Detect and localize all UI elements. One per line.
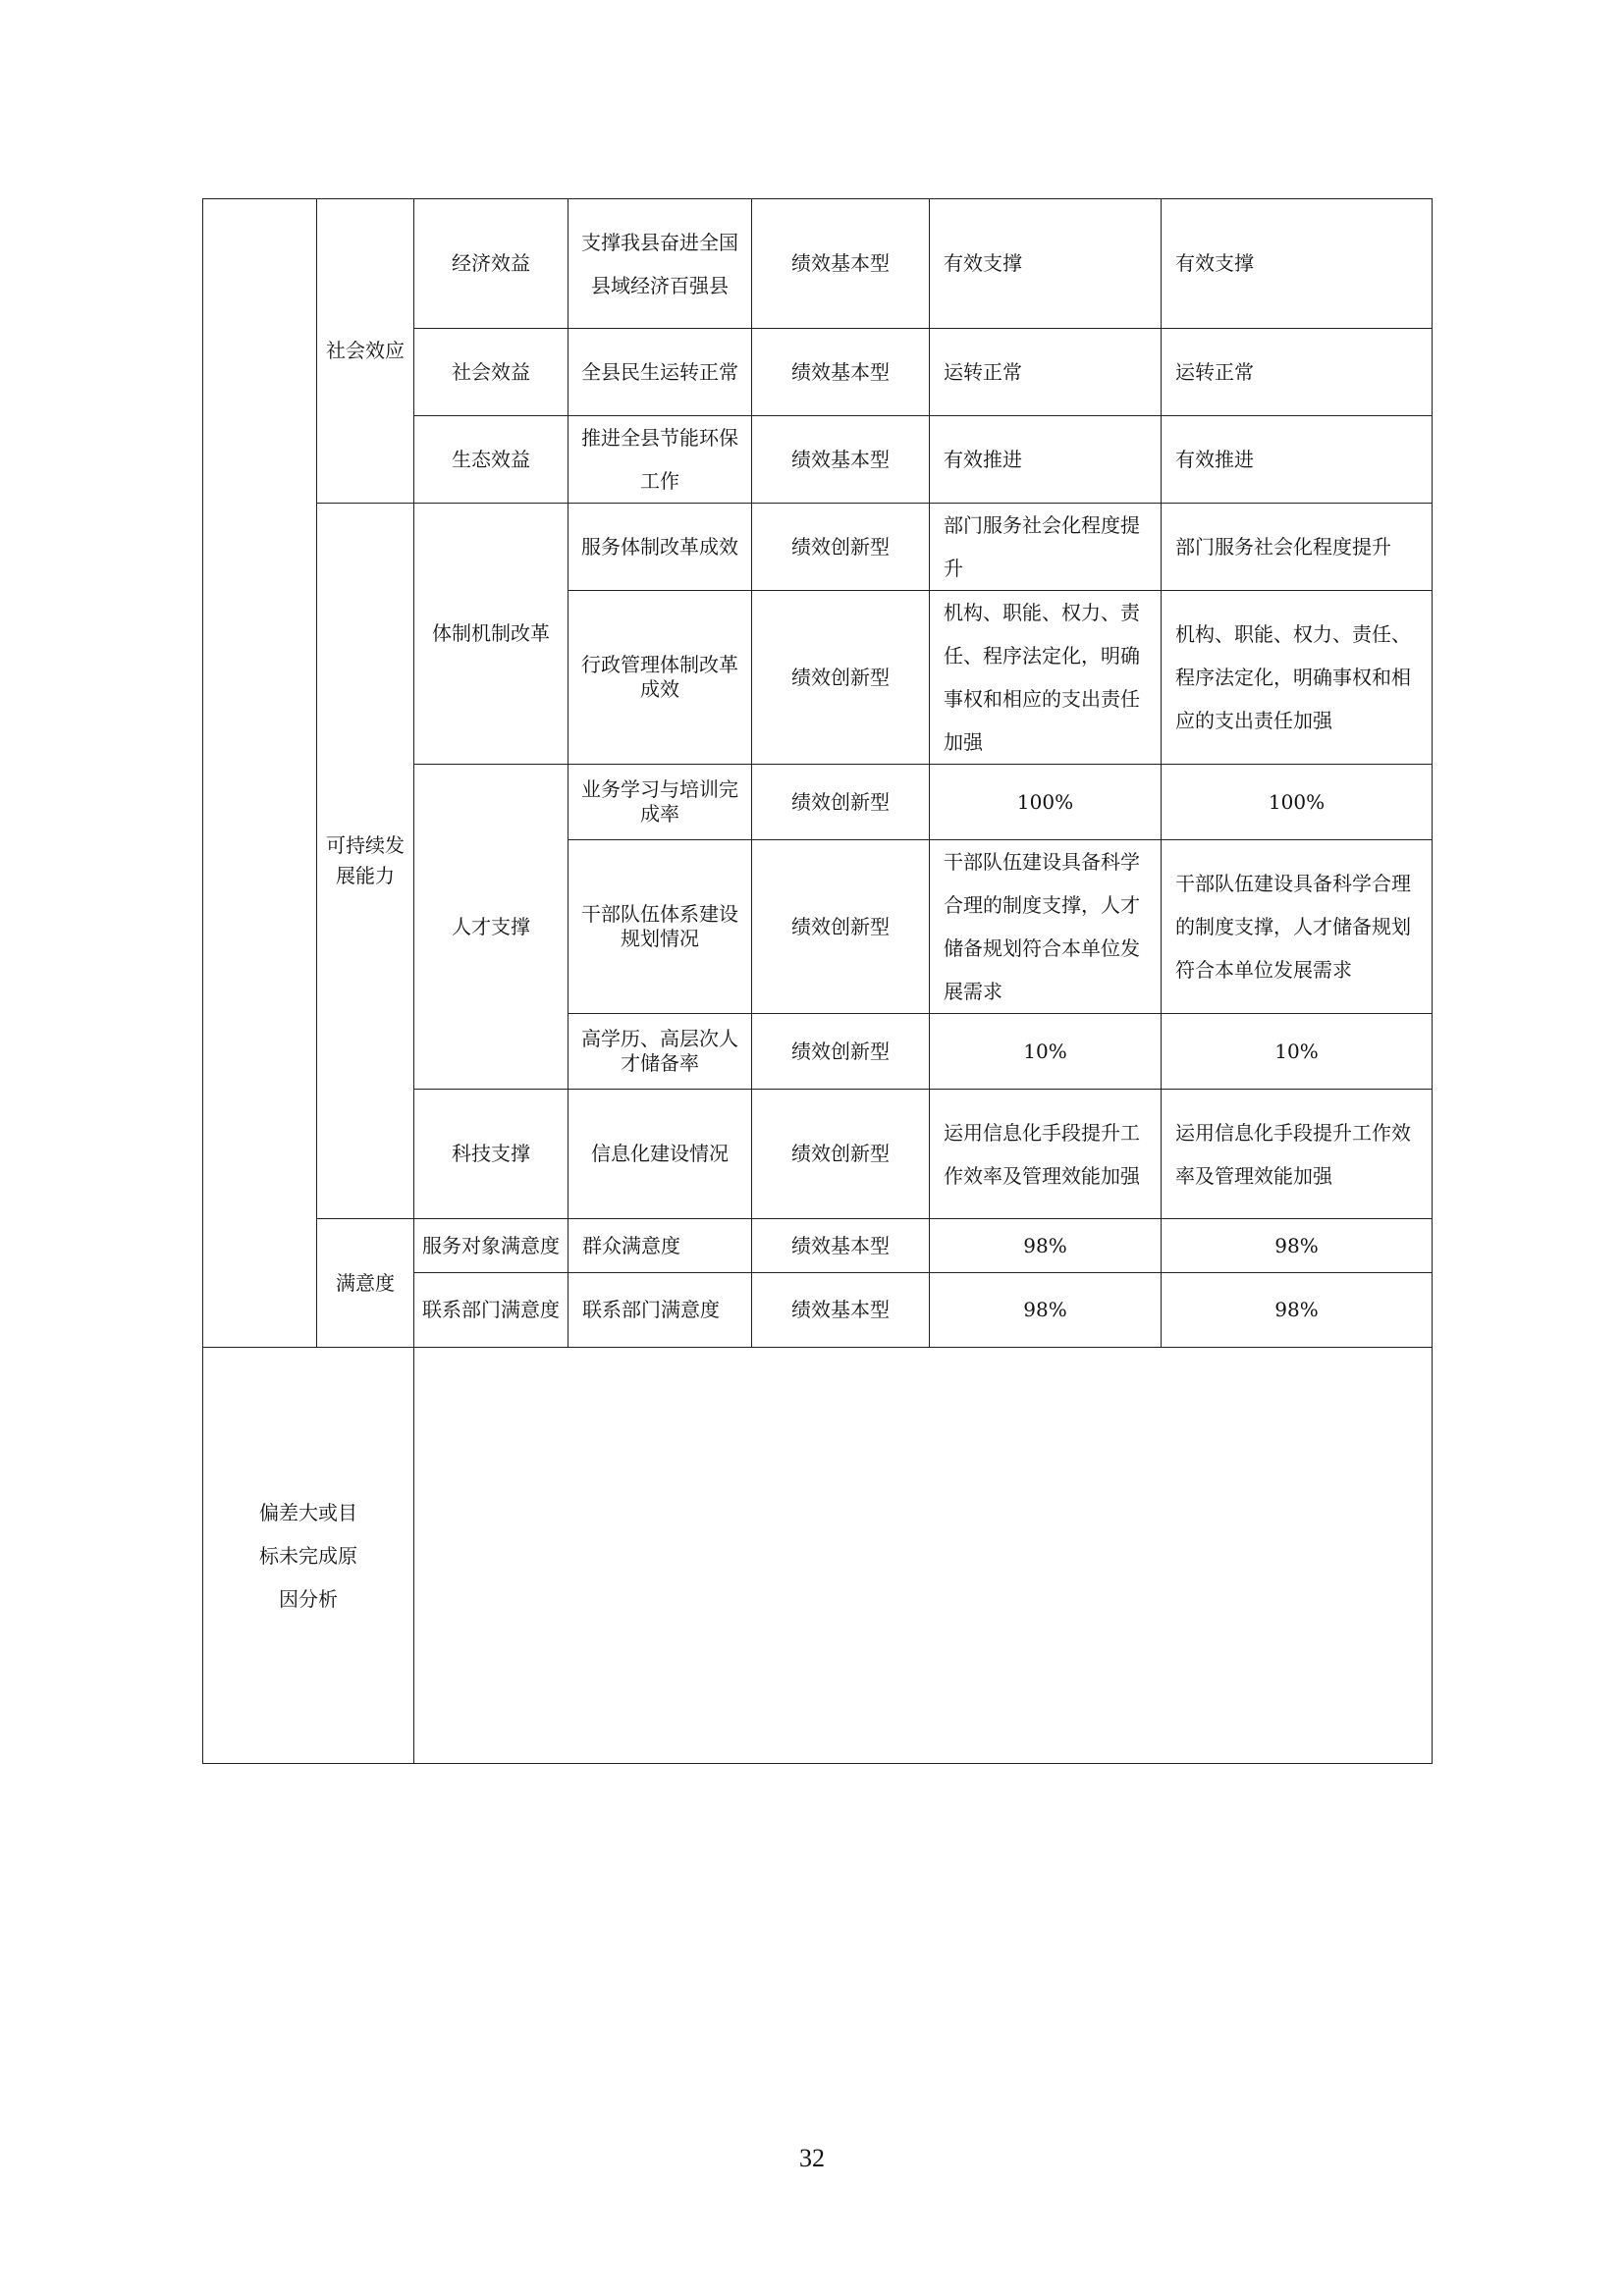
analysis-content [414, 1348, 1433, 1764]
actual-cell: 运转正常 [1162, 329, 1433, 416]
table-row [203, 199, 1433, 329]
actual-cell: 有效支撑 [1162, 199, 1433, 329]
level3-cell: 服务对象满意度 [414, 1219, 568, 1273]
indicator-cell: 全县民生运转正常 [568, 329, 752, 416]
group-talent-support: 人才支撑 [414, 765, 568, 1090]
indicator-cell: 联系部门满意度 [568, 1273, 752, 1348]
target-cell: 运用信息化手段提升工作效率及管理效能加强 [930, 1090, 1162, 1219]
level3-cell: 科技支撑 [414, 1090, 568, 1219]
type-cell: 绩效创新型 [752, 591, 930, 765]
table-row [203, 504, 1433, 591]
indicator-cell: 行政管理体制改革成效 [568, 591, 752, 765]
indicator-cell: 干部队伍体系建设规划情况 [568, 840, 752, 1014]
target-cell: 98% [930, 1273, 1162, 1348]
performance-table [202, 198, 1433, 1764]
target-cell: 有效推进 [930, 416, 1162, 504]
actual-cell: 100% [1162, 765, 1433, 840]
type-cell: 绩效基本型 [752, 329, 930, 416]
actual-cell: 干部队伍建设具备科学合理的制度支撑，人才储备规划符合本单位发展需求 [1162, 840, 1433, 1014]
indicator-cell: 群众满意度 [568, 1219, 752, 1273]
target-cell: 机构、职能、权力、责任、程序法定化，明确事权和相应的支出责任加强 [930, 591, 1162, 765]
type-cell: 绩效基本型 [752, 1273, 930, 1348]
group-satisfaction: 满意度 [317, 1219, 414, 1348]
indicator-cell: 推进全县节能环保工作 [568, 416, 752, 504]
level3-cell: 社会效益 [414, 329, 568, 416]
analysis-row [203, 1348, 1433, 1764]
type-cell: 绩效基本型 [752, 199, 930, 329]
actual-cell: 10% [1162, 1014, 1433, 1090]
analysis-label: 偏差大或目标未完成原因分析 [203, 1348, 414, 1764]
level3-cell: 经济效益 [414, 199, 568, 329]
target-cell: 98% [930, 1219, 1162, 1273]
type-cell: 绩效创新型 [752, 504, 930, 591]
actual-cell: 运用信息化手段提升工作效率及管理效能加强 [1162, 1090, 1433, 1219]
type-cell: 绩效创新型 [752, 765, 930, 840]
indicator-cell: 业务学习与培训完成率 [568, 765, 752, 840]
target-cell: 10% [930, 1014, 1162, 1090]
type-cell: 绩效创新型 [752, 1090, 930, 1219]
target-cell: 有效支撑 [930, 199, 1162, 329]
type-cell: 绩效创新型 [752, 840, 930, 1014]
indicator-cell: 服务体制改革成效 [568, 504, 752, 591]
group-system-reform: 体制机制改革 [414, 504, 568, 765]
level1-cell [203, 199, 317, 1348]
level3-cell: 联系部门满意度 [414, 1273, 568, 1348]
type-cell: 绩效创新型 [752, 1014, 930, 1090]
actual-cell: 机构、职能、权力、责任、程序法定化，明确事权和相应的支出责任加强 [1162, 591, 1433, 765]
group-sustainability: 可持续发展能力 [317, 504, 414, 1219]
type-cell: 绩效基本型 [752, 1219, 930, 1273]
group-social-effect: 社会效应 [317, 199, 414, 504]
indicator-cell: 信息化建设情况 [568, 1090, 752, 1219]
actual-cell: 98% [1162, 1273, 1433, 1348]
indicator-cell: 高学历、高层次人才储备率 [568, 1014, 752, 1090]
target-cell: 运转正常 [930, 329, 1162, 416]
indicator-cell: 支撑我县奋进全国县域经济百强县 [568, 199, 752, 329]
actual-cell: 部门服务社会化程度提升 [1162, 504, 1433, 591]
target-cell: 部门服务社会化程度提升 [930, 504, 1162, 591]
type-cell: 绩效基本型 [752, 416, 930, 504]
table-row [203, 1219, 1433, 1273]
page-number: 32 [799, 2144, 825, 2172]
target-cell: 干部队伍建设具备科学合理的制度支撑，人才储备规划符合本单位发展需求 [930, 840, 1162, 1014]
target-cell: 100% [930, 765, 1162, 840]
level3-cell: 生态效益 [414, 416, 568, 504]
actual-cell: 有效推进 [1162, 416, 1433, 504]
actual-cell: 98% [1162, 1219, 1433, 1273]
